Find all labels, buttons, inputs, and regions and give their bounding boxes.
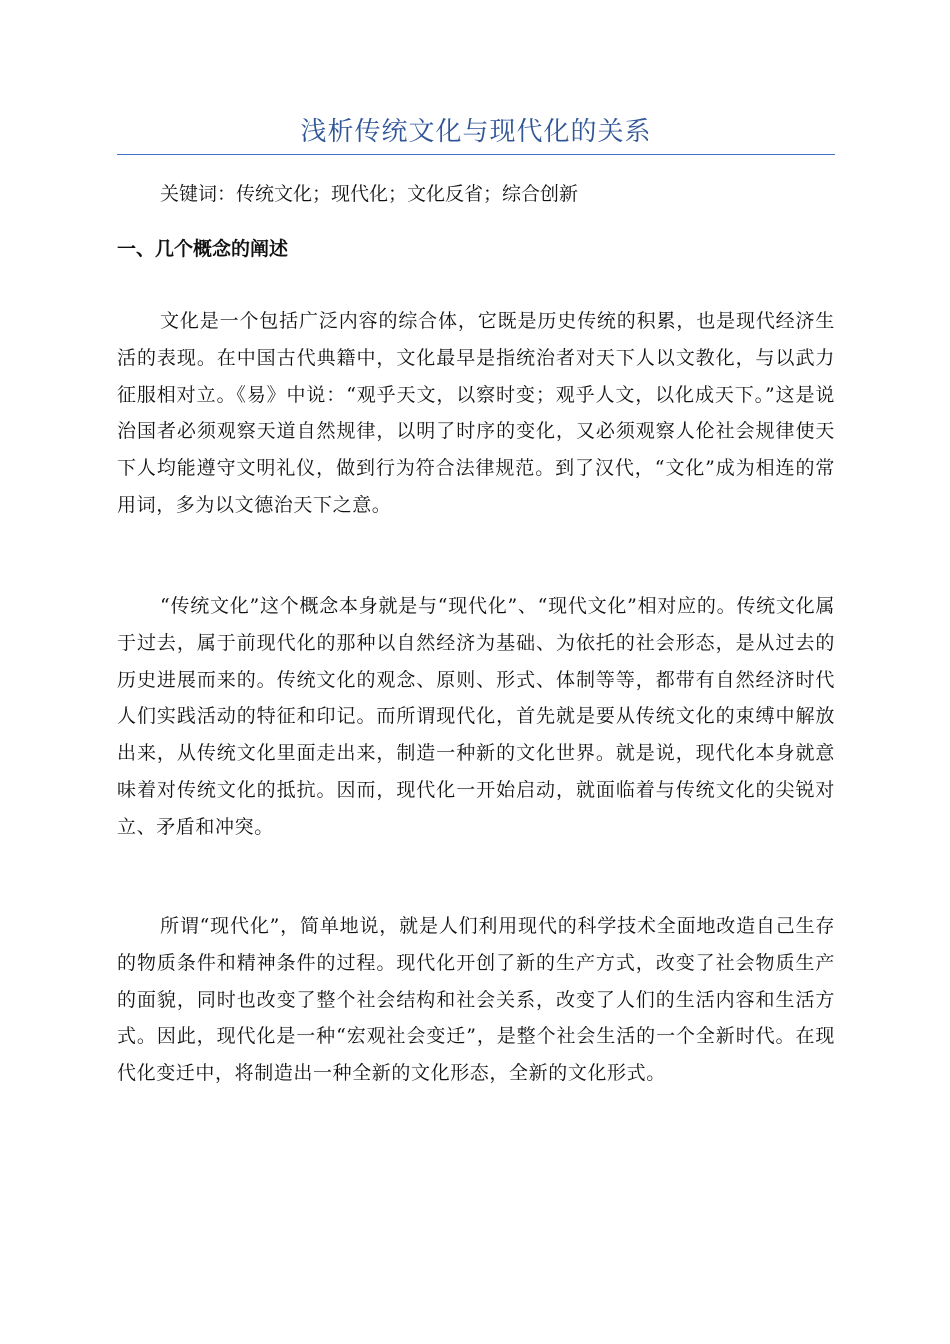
title-underline (117, 154, 835, 155)
paragraph: 所谓“现代化”，简单地说，就是人们利用现代的科学技术全面地改造自己生存的物质条件和精神条件的过程。现代化开创了新的生产方式，改变了社会物质生产的面貌，同时也改变了整个社会结构和社会关系，改变了人们的生活内容和生活方式。因此，现代化是一种“宏观社会变迁”，是整个社会生活的一个全新时代。在现代化变迁中，将制造出一种全新的文化形态，全新的文化形式。 (117, 915, 835, 1085)
document-title: 浅析传统文化与现代化的关系 (300, 117, 652, 147)
section-heading: 一、几个概念的阐述 (117, 238, 289, 260)
keywords-line: 关键词：传统文化；现代化；文化反省；综合创新 (160, 183, 579, 205)
paragraph: “传统文化”这个概念本身就是与“现代化”、“现代文化”相对应的。传统文化属于过去，属于前现代化的那种以自然经济为基础、为依托的社会形态，是从过去的历史进展而来的。传统文化的观念、原则、形式、体制等等，都带有自然经济时代人们实践活动的特征和印记。而所谓现代化，首先就是要从传统文化的束缚中解放出来，从传统文化里面走出来，制造一种新的文化世界。就是说，现代化本身就意味着对传统文化的抵抗。因而，现代化一开始启动，就面临着与传统文化的尖锐对立、矛盾和冲突。 (117, 595, 835, 838)
paragraph: 文化是一个包括广泛内容的综合体，它既是历史传统的积累，也是现代经济生活的表现。在中国古代典籍中，文化最早是指统治者对天下人以文教化，与以武力征服相对立。《易》中说：“观乎天文，以察时变；观乎人文，以化成天下。”这是说治国者必须观察天道自然规律，以明了时序的变化，又必须观察人伦社会规律使天下人均能遵守文明礼仪，做到行为符合法律规范。到了汉代，“文化”成为相连的常用词，多为以文德治天下之意。 (117, 310, 835, 516)
